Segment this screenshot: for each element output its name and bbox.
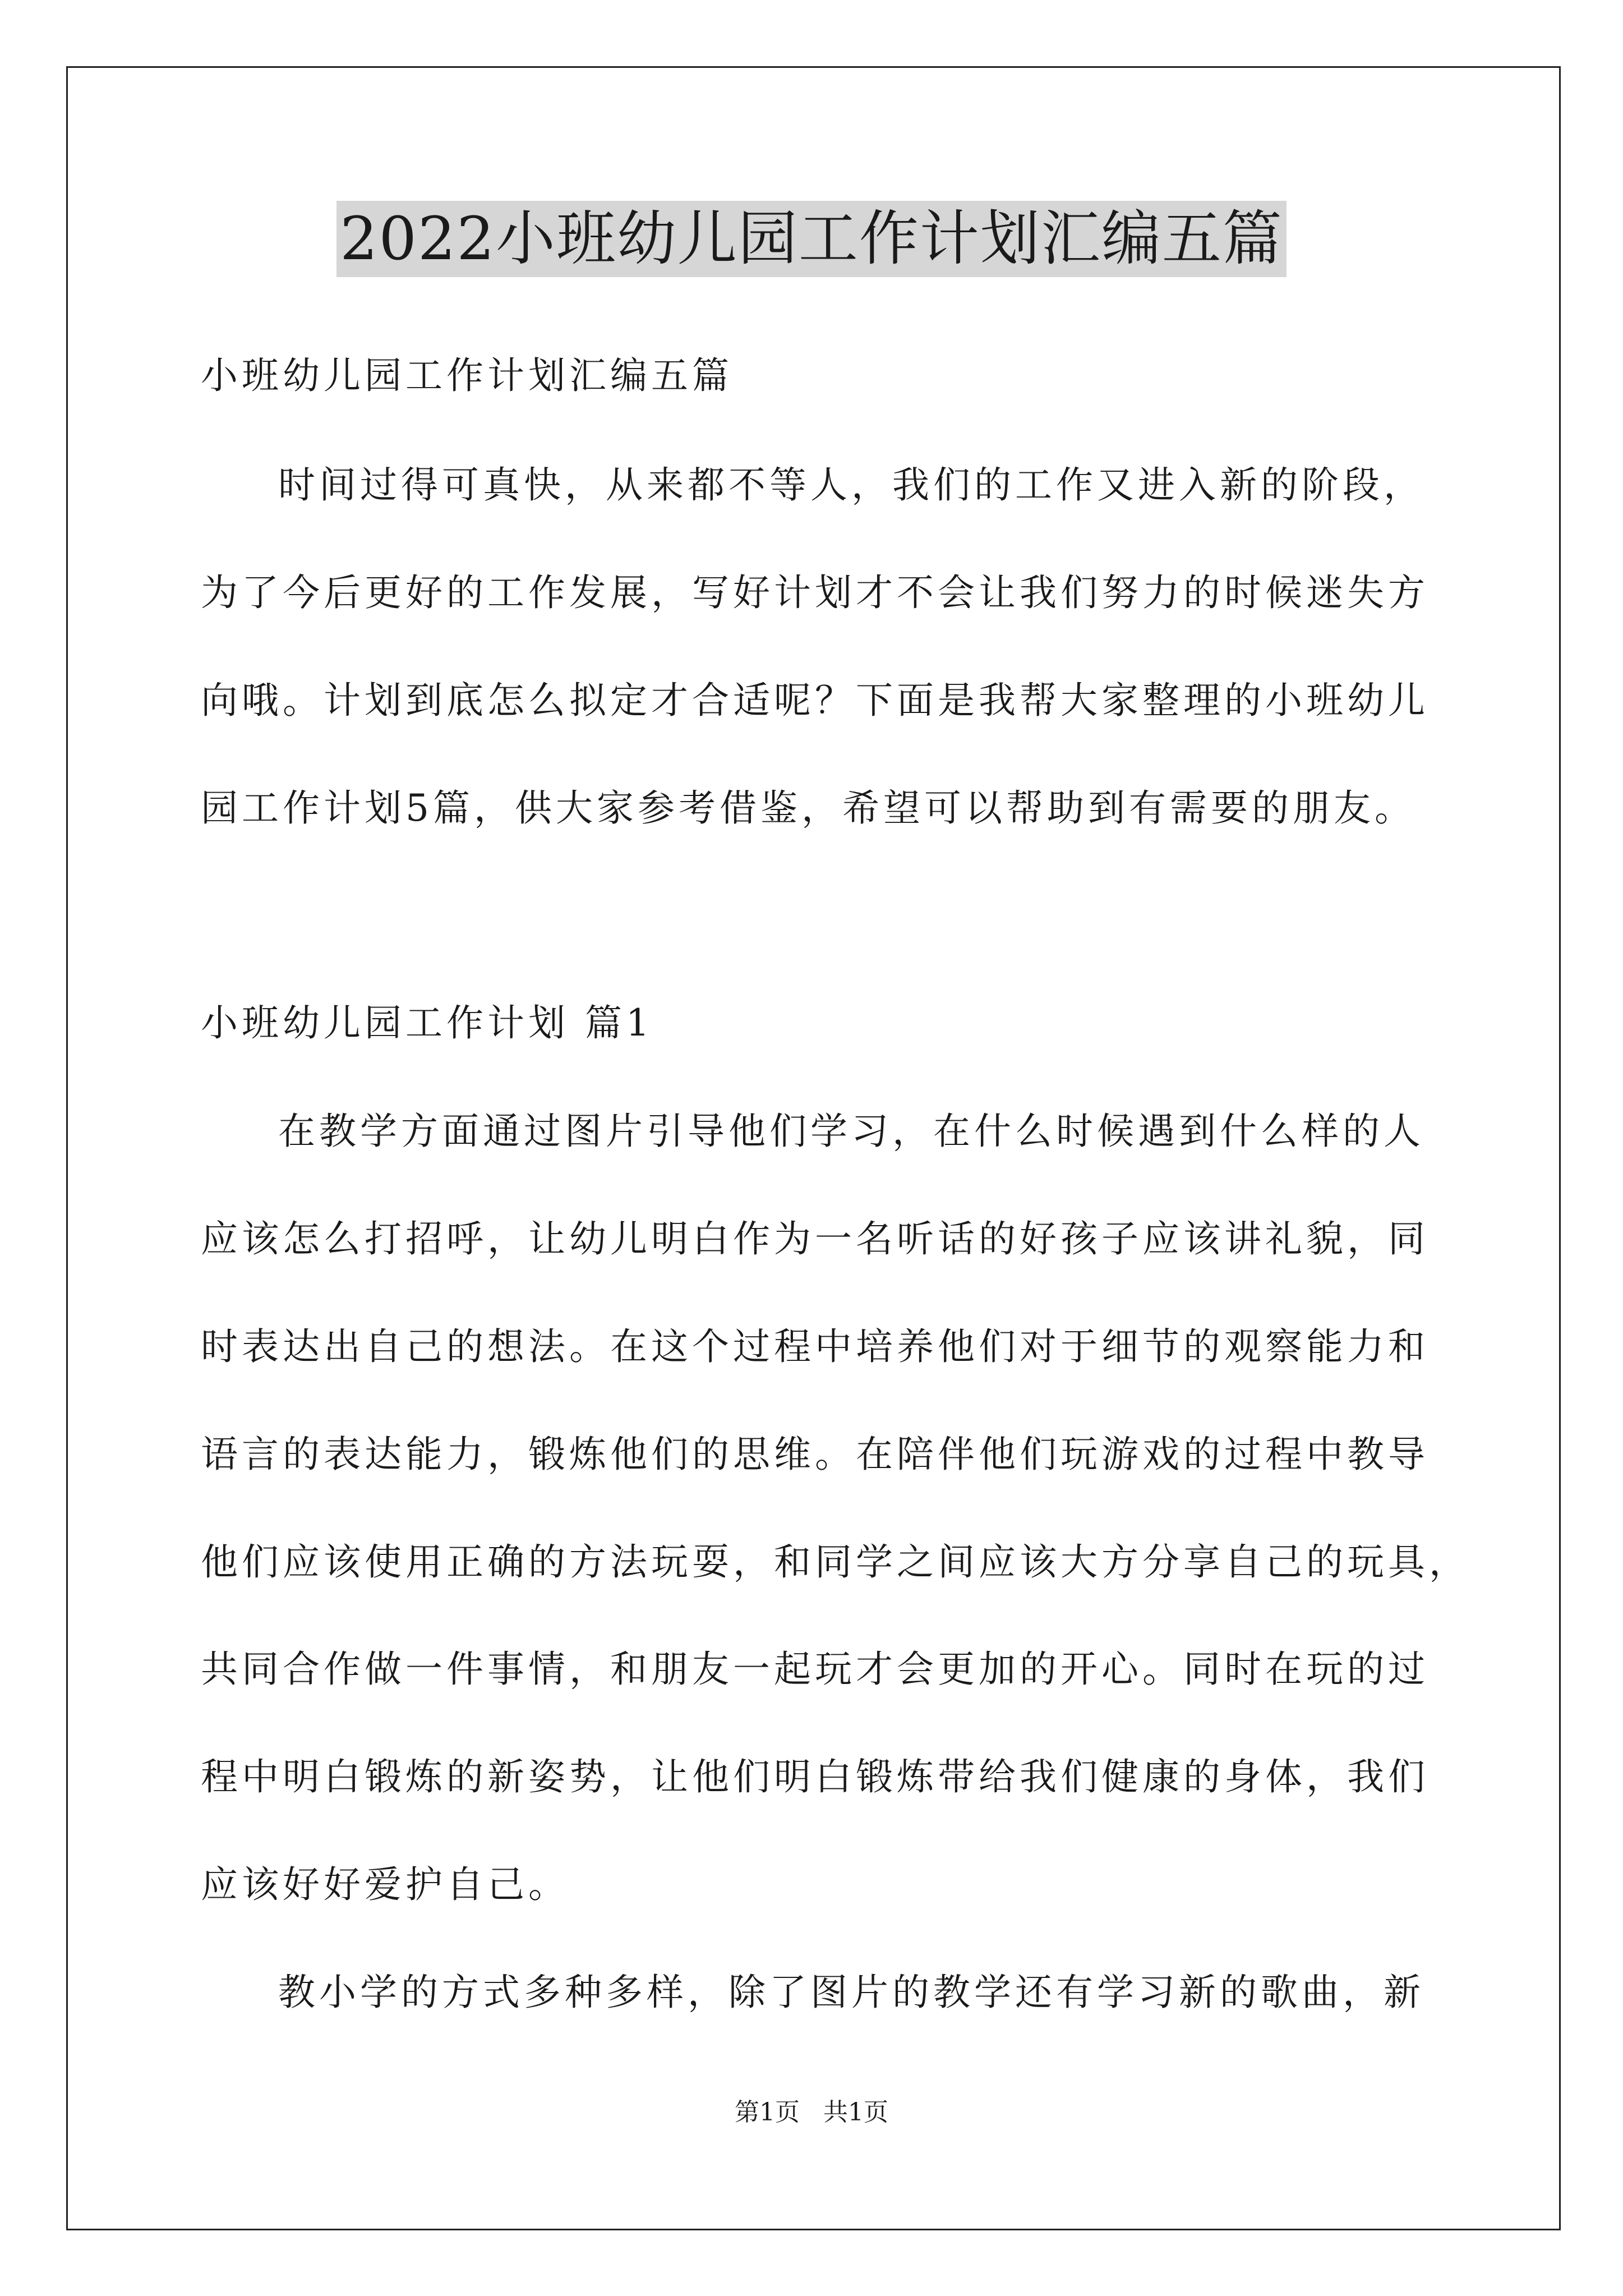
document-title: 2022小班幼儿园工作计划汇编五篇 — [336, 201, 1287, 277]
intro-line: 时间过得可真快，从来都不等人，我们的工作又进入新的阶段， — [278, 463, 1424, 507]
body-line: 应该好好爱护自己。 — [201, 1863, 569, 1906]
section-heading: 小班幼儿园工作计划 篇1 — [201, 1001, 653, 1045]
body-line: 教小学的方式多种多样，除了图片的教学还有学习新的歌曲，新 — [278, 1971, 1424, 2014]
title-container — [0, 201, 1623, 277]
intro-line: 为了今后更好的工作发展，写好计划才不会让我们努力的时候迷失方 — [201, 571, 1429, 614]
page-footer: 第1页 共1页 — [735, 2098, 888, 2127]
body-line: 他们应该使用正确的方法玩耍，和同学之间应该大方分享自己的玩具， — [201, 1540, 1470, 1584]
body-line: 在教学方面通过图片引导他们学习，在什么时候遇到什么样的人 — [278, 1110, 1424, 1153]
body-line: 时表达出自己的想法。在这个过程中培养他们对于细节的观察能力和 — [201, 1325, 1429, 1368]
body-line: 程中明白锻炼的新姿势，让他们明白锻炼带给我们健康的身体，我们 — [201, 1755, 1429, 1798]
body-line: 应该怎么打招呼，让幼儿明白作为一名听话的好孩子应该讲礼貌，同 — [201, 1217, 1429, 1260]
intro-line: 向哦。计划到底怎么拟定才合适呢？下面是我帮大家整理的小班幼儿 — [201, 679, 1429, 722]
document-subtitle: 小班幼儿园工作计划汇编五篇 — [201, 354, 733, 397]
intro-line: 园工作计划5篇，供大家参考借鉴，希望可以帮助到有需要的朋友。 — [201, 786, 1415, 830]
body-line: 语言的表达能力，锻炼他们的思维。在陪伴他们玩游戏的过程中教导 — [201, 1433, 1429, 1476]
body-line: 共同合作做一件事情，和朋友一起玩才会更加的开心。同时在玩的过 — [201, 1648, 1429, 1691]
